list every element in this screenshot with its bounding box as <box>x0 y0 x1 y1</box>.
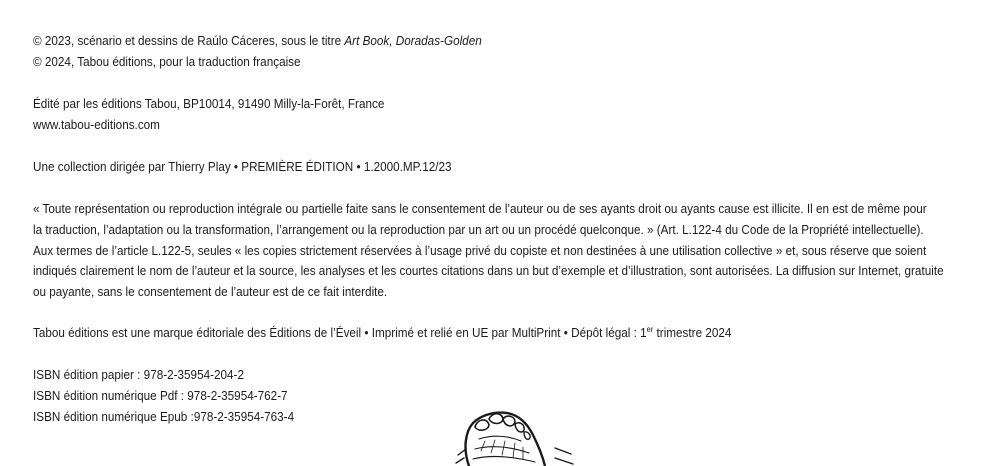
legal-notice-line: « Toute représentation ou reproduction intégrale ou partielle faite sans le consentement de l’auteur ou de ses ayants droit ou ayants cause est illicite. Il en est de même pour <box>33 202 927 216</box>
imprint-suffix: trimestre 2024 <box>653 326 732 340</box>
legal-notice <box>33 199 963 303</box>
publisher-website: www.tabou-editions.com <box>33 118 160 132</box>
copyright-line-original-text: © 2023, scénario et dessins de Raúlo Cáceres, sous le titre <box>33 34 345 48</box>
copyright-line-original <box>33 31 482 52</box>
isbn-pdf: ISBN édition numérique Pdf : 978-2-35954-762-7 <box>33 389 288 403</box>
legal-notice-line: indiqués clairement le nom de l’auteur et la source, les analyses et les courtes citations dans un but d’exemple et d’illustration, sont autorisées. La diffusion sur Internet, gratuite <box>33 264 944 279</box>
copyright-line-translation: © 2024, Tabou éditions, pour la traduction française <box>33 55 301 69</box>
original-title: Art Book, Doradas-Golden <box>344 34 482 48</box>
imprint-line <box>33 323 731 344</box>
isbn-paper: ISBN édition papier : 978-2-35954-204-2 <box>33 368 244 382</box>
legal-notice-line: Aux termes de l’article L.122-5, seules « les copies strictement réservées à l’usage privé du copiste et non destinées à une utilisation collective » et, sous réserve que soient <box>33 243 927 258</box>
publisher-address: Édité par les éditions Tabou, BP10014, 91490 Milly-la-Forêt, France <box>33 97 385 111</box>
isbn-epub: ISBN édition numérique Epub :978-2-35954-763-4 <box>33 410 295 424</box>
legal-notice-line: ou payante, sans le consentement de l’auteur est de ce fait interdite. <box>33 285 388 300</box>
imprint-superscript: er <box>646 325 654 334</box>
imprint-text: Tabou éditions est une marque éditoriale des Éditions de l’Éveil • Imprimé et relié en UE par MultiPrint • Dépôt légal : 1 <box>33 326 647 340</box>
foot-illustration <box>455 405 585 466</box>
legal-notice-line: la traduction, l’adaptation ou la transformation, l’arrangement ou la reproduction par un art ou un procédé quelconque. » (Art. L.122-4 du Code de la Propriété intellectuelle). <box>33 222 924 237</box>
collection-line: Une collection dirigée par Thierry Play • PREMIÈRE ÉDITION • 1.2000.MP.12/23 <box>33 160 452 174</box>
